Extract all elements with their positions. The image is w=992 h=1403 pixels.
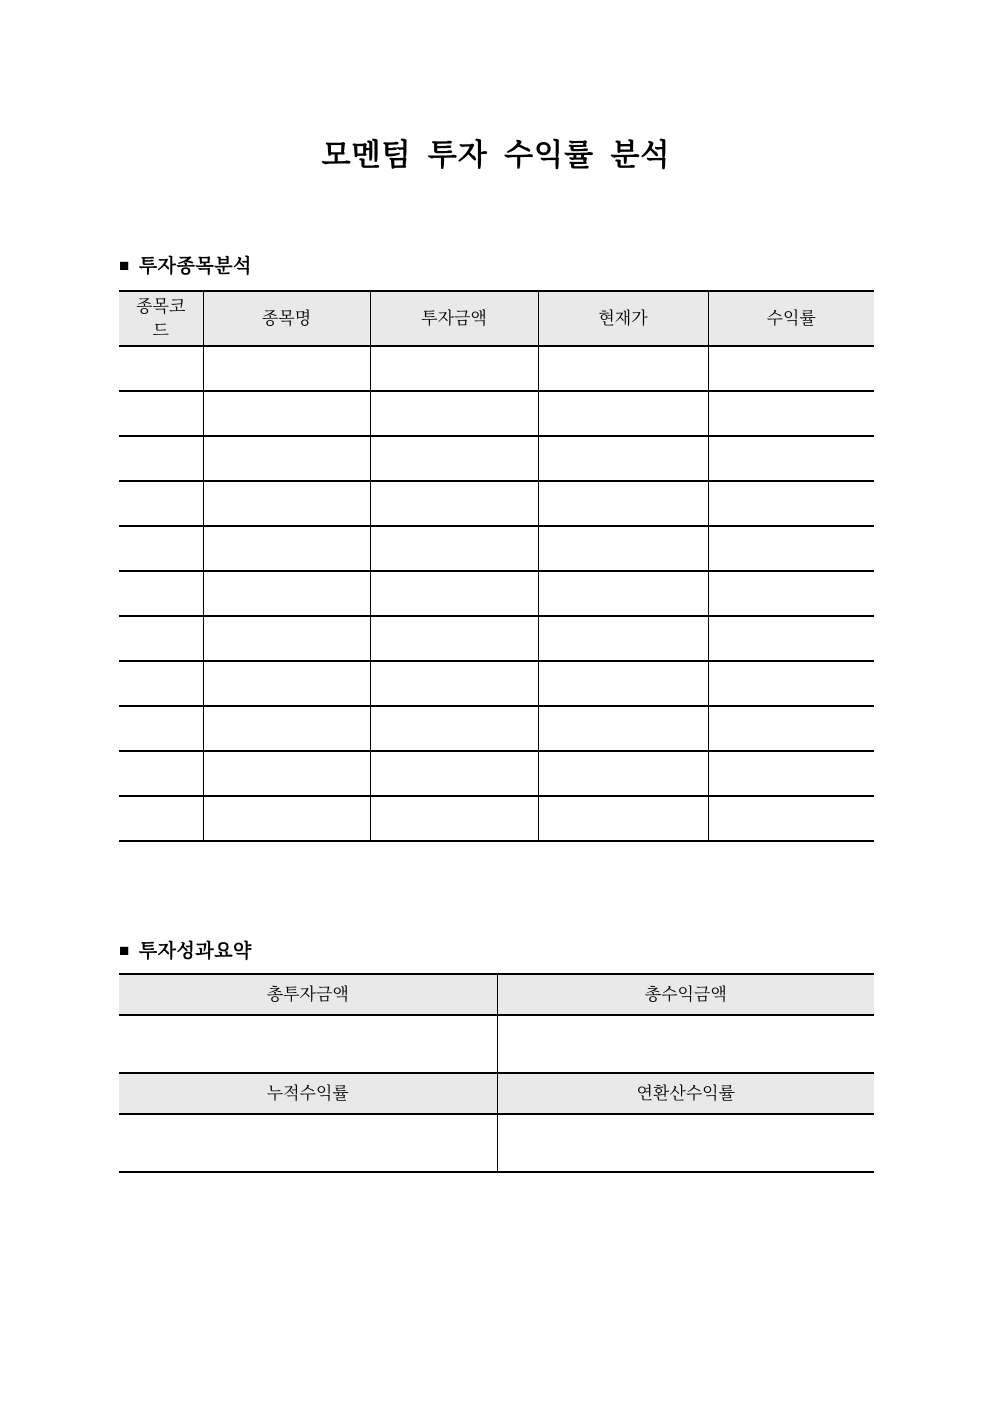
stock-table-empty-cell bbox=[370, 796, 538, 841]
stock-table-empty-cell bbox=[538, 751, 708, 796]
stock-table-empty-row bbox=[119, 346, 874, 391]
summary-label-row bbox=[119, 974, 874, 1015]
stock-table-empty-cell bbox=[203, 706, 370, 751]
stock-table-empty-cell bbox=[538, 796, 708, 841]
stock-table-empty-cell bbox=[370, 526, 538, 571]
section-stock-analysis-label: 투자종목분석 bbox=[138, 256, 252, 277]
stock-table-empty-cell bbox=[203, 526, 370, 571]
stock-table-empty-cell bbox=[203, 661, 370, 706]
stock-table-empty-cell bbox=[370, 616, 538, 661]
column-header-return-rate: 수익률 bbox=[708, 291, 874, 346]
stock-table-empty-row bbox=[119, 661, 874, 706]
stock-analysis-table bbox=[119, 290, 874, 842]
stock-table-empty-cell bbox=[119, 436, 203, 481]
stock-table-empty-row bbox=[119, 526, 874, 571]
stock-table-empty-cell bbox=[708, 481, 874, 526]
stock-table-empty-cell bbox=[538, 481, 708, 526]
stock-table-empty-cell bbox=[203, 571, 370, 616]
section-bullet-icon: ■ bbox=[119, 256, 130, 275]
stock-table-empty-row bbox=[119, 751, 874, 796]
stock-table-empty-row bbox=[119, 481, 874, 526]
stock-table-empty-cell bbox=[370, 706, 538, 751]
stock-table-empty-cell bbox=[119, 706, 203, 751]
document-title: 모멘텀 투자 수익률 분석 bbox=[321, 139, 671, 172]
stock-table-empty-cell bbox=[538, 706, 708, 751]
column-header-current-price: 현재가 bbox=[538, 291, 708, 346]
column-header-investment-amount: 투자금액 bbox=[370, 291, 538, 346]
summary-header-cumulative-return: 누적수익률 bbox=[119, 1073, 497, 1114]
stock-table-empty-row bbox=[119, 391, 874, 436]
stock-table-empty-cell bbox=[203, 436, 370, 481]
stock-table-empty-row bbox=[119, 571, 874, 616]
summary-label-row bbox=[119, 1073, 874, 1114]
stock-table-empty-cell bbox=[119, 571, 203, 616]
stock-table-empty-cell bbox=[370, 751, 538, 796]
stock-table-empty-row bbox=[119, 616, 874, 661]
summary-value-total-investment bbox=[119, 1015, 497, 1073]
stock-table-empty-cell bbox=[203, 391, 370, 436]
stock-table-empty-cell bbox=[708, 616, 874, 661]
stock-table-empty-cell bbox=[203, 616, 370, 661]
stock-table-empty-row bbox=[119, 796, 874, 841]
summary-header-total-profit: 총수익금액 bbox=[497, 974, 874, 1015]
stock-table-empty-cell bbox=[203, 796, 370, 841]
stock-table-empty-cell bbox=[538, 526, 708, 571]
summary-value-annualized-return bbox=[497, 1114, 874, 1172]
stock-table-empty-cell bbox=[370, 391, 538, 436]
stock-table-empty-cell bbox=[119, 616, 203, 661]
stock-table-empty-cell bbox=[119, 391, 203, 436]
stock-table-empty-cell bbox=[119, 346, 203, 391]
stock-table-empty-cell bbox=[119, 751, 203, 796]
stock-table-empty-cell bbox=[119, 526, 203, 571]
stock-table-empty-cell bbox=[203, 481, 370, 526]
stock-table-empty-cell bbox=[370, 346, 538, 391]
summary-header-annualized-return: 연환산수익률 bbox=[497, 1073, 874, 1114]
section-stock-analysis bbox=[119, 251, 252, 278]
stock-table-empty-row bbox=[119, 706, 874, 751]
stock-table-empty-cell bbox=[538, 661, 708, 706]
stock-table-empty-cell bbox=[370, 571, 538, 616]
section-performance-summary-label: 투자성과요약 bbox=[138, 941, 252, 962]
stock-table-header-row bbox=[119, 291, 874, 346]
section-bullet-icon: ■ bbox=[119, 941, 130, 960]
stock-table-empty-cell bbox=[119, 796, 203, 841]
stock-table-empty-cell bbox=[370, 481, 538, 526]
summary-header-total-investment: 총투자금액 bbox=[119, 974, 497, 1015]
stock-table-empty-cell bbox=[708, 526, 874, 571]
stock-table-empty-cell bbox=[119, 661, 203, 706]
summary-value-row bbox=[119, 1015, 874, 1073]
stock-table-empty-cell bbox=[708, 571, 874, 616]
summary-value-cumulative-return bbox=[119, 1114, 497, 1172]
stock-table-empty-cell bbox=[538, 391, 708, 436]
stock-table-empty-cell bbox=[538, 346, 708, 391]
section-performance-summary bbox=[119, 936, 252, 963]
stock-table-empty-row bbox=[119, 436, 874, 481]
stock-table-empty-cell bbox=[708, 436, 874, 481]
performance-summary-table bbox=[119, 973, 874, 1173]
stock-table-empty-cell bbox=[708, 796, 874, 841]
stock-table-empty-cell bbox=[203, 751, 370, 796]
summary-value-total-profit bbox=[497, 1015, 874, 1073]
stock-table-empty-cell bbox=[538, 616, 708, 661]
column-header-stock-name: 종목명 bbox=[203, 291, 370, 346]
stock-table-empty-cell bbox=[708, 346, 874, 391]
stock-table-empty-cell bbox=[370, 436, 538, 481]
stock-table-empty-cell bbox=[708, 391, 874, 436]
stock-table-empty-cell bbox=[538, 436, 708, 481]
summary-value-row bbox=[119, 1114, 874, 1172]
stock-table-body bbox=[119, 346, 874, 841]
stock-table-empty-cell bbox=[708, 706, 874, 751]
stock-table-empty-cell bbox=[203, 346, 370, 391]
stock-table-empty-cell bbox=[370, 661, 538, 706]
stock-table-empty-cell bbox=[708, 661, 874, 706]
column-header-stock-code: 종목코드 bbox=[119, 291, 203, 346]
stock-table-empty-cell bbox=[119, 481, 203, 526]
stock-table-empty-cell bbox=[538, 571, 708, 616]
stock-table-empty-cell bbox=[708, 751, 874, 796]
